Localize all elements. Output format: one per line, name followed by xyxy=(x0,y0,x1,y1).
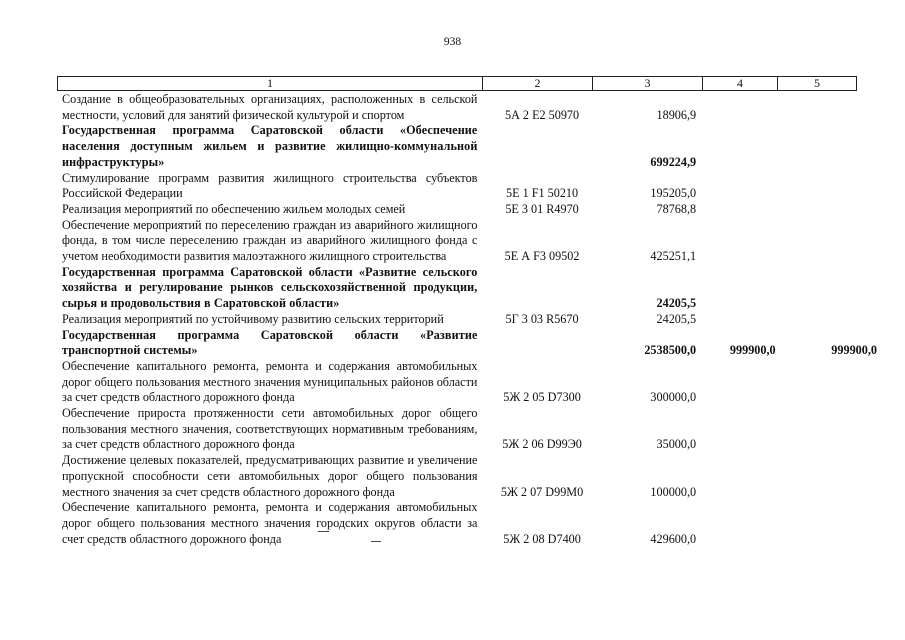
table-row xyxy=(57,92,877,123)
row-name: Достижение целевых показателей, предусматривающих развитие и увеличение пропускной способности сети автомобильных дорог общего пользования местного значения за счет средств областного дорожного фонда xyxy=(62,453,478,499)
row-value-3: 24205,5 xyxy=(656,296,697,311)
row-value-4: 999900,0 xyxy=(729,343,776,358)
row-name: Создание в общеобразовательных организациях, расположенных в сельской местности, условий для занятий физической культурой и спортом xyxy=(62,92,478,122)
row-name: Реализация мероприятий по устойчивому развитию сельских территорий xyxy=(62,311,444,326)
scan-mark xyxy=(318,531,329,532)
header-col-2: 2 xyxy=(483,77,593,90)
row-value-3: 300000,0 xyxy=(650,390,697,405)
row-name: Государственная программа Саратовской области «Обеспечение населения доступным жильем и развитие жилищно-коммунальной инфраструктуры» xyxy=(62,123,478,169)
row-value-3: 195205,0 xyxy=(650,186,697,201)
row-name: Обеспечение капитального ремонта, ремонта и содержания автомобильных дорог общего пользования местного значения муниципальных районов области за счет средств областного дорожного фонда xyxy=(62,358,478,405)
row-value-3: 425251,1 xyxy=(650,249,697,264)
row-name: Обеспечение капитального ремонта, ремонта и содержания автомобильных дорог общего пользования местного значения городских округов области за счет средств областного дорожного фонда xyxy=(62,500,478,546)
row-name: Реализация мероприятий по обеспечению жильем молодых семей xyxy=(62,201,406,216)
header-col-1: 1 xyxy=(58,77,483,90)
budget-table xyxy=(57,92,877,547)
row-name: Государственная программа Саратовской области «Развитие транспортной системы» xyxy=(62,327,478,358)
row-name: Обеспечение мероприятий по переселению граждан из аварийного жилищного фонда, в том числе переселению граждан из аварийного жилищного фонда с учетом необходимости развития малоэтажного жилищного строительства xyxy=(62,217,478,264)
table-row xyxy=(57,202,877,218)
row-value-3: 2538500,0 xyxy=(644,343,697,358)
table-row xyxy=(57,406,877,453)
header-col-3: 3 xyxy=(593,77,703,90)
table-row xyxy=(57,312,877,328)
scan-mark xyxy=(371,541,381,542)
row-code: 5Е 1 F1 50210 xyxy=(505,186,579,201)
table-row xyxy=(57,265,877,312)
row-code: 5А 2 Е2 50970 xyxy=(504,107,580,122)
table-row xyxy=(57,500,877,547)
row-value-3: 35000,0 xyxy=(656,437,697,452)
row-code: 5Ж 2 07 D99M0 xyxy=(500,484,584,499)
table-row xyxy=(57,218,877,265)
table-row xyxy=(57,171,877,202)
row-code: 5Ж 2 06 D99Э0 xyxy=(502,437,582,452)
row-value-3: 699224,9 xyxy=(650,154,697,169)
row-code: 5Ж 2 05 D7300 xyxy=(503,390,581,405)
page-number: 938 xyxy=(443,36,462,48)
table-row xyxy=(57,328,877,359)
row-value-3: 78768,8 xyxy=(656,201,697,216)
table-row xyxy=(57,123,877,170)
table-header xyxy=(57,76,857,91)
row-name: Обеспечение прироста протяженности сети автомобильных дорог общего пользования местного значения, соответствующих нормативным требованиям, за счет средств областного дорожного фонда xyxy=(62,406,478,452)
table-row xyxy=(57,453,877,500)
header-col-5: 5 xyxy=(814,76,820,90)
row-value-3: 18906,9 xyxy=(656,107,697,122)
row-value-3: 24205,5 xyxy=(656,311,697,326)
table-row xyxy=(57,359,877,406)
row-name: Стимулирование программ развития жилищного строительства субъектов Российской Федерации xyxy=(62,170,478,201)
row-value-3: 100000,0 xyxy=(650,484,697,499)
header-col-4: 4 xyxy=(703,77,778,90)
row-code: 5Г 3 03 R5670 xyxy=(505,311,579,326)
row-code: 5Е 3 01 R4970 xyxy=(505,201,579,216)
row-code: 5Ж 2 08 D7400 xyxy=(503,531,581,546)
row-value-3: 429600,0 xyxy=(650,531,697,546)
row-name: Государственная программа Саратовской области «Развитие сельского хозяйства и регулирование рынков сельскохозяйственной продукции, сырья и продовольствия в Саратовской области» xyxy=(62,264,478,311)
row-value-5: 999900,0 xyxy=(831,343,877,358)
row-code: 5Е А F3 09502 xyxy=(504,249,580,264)
